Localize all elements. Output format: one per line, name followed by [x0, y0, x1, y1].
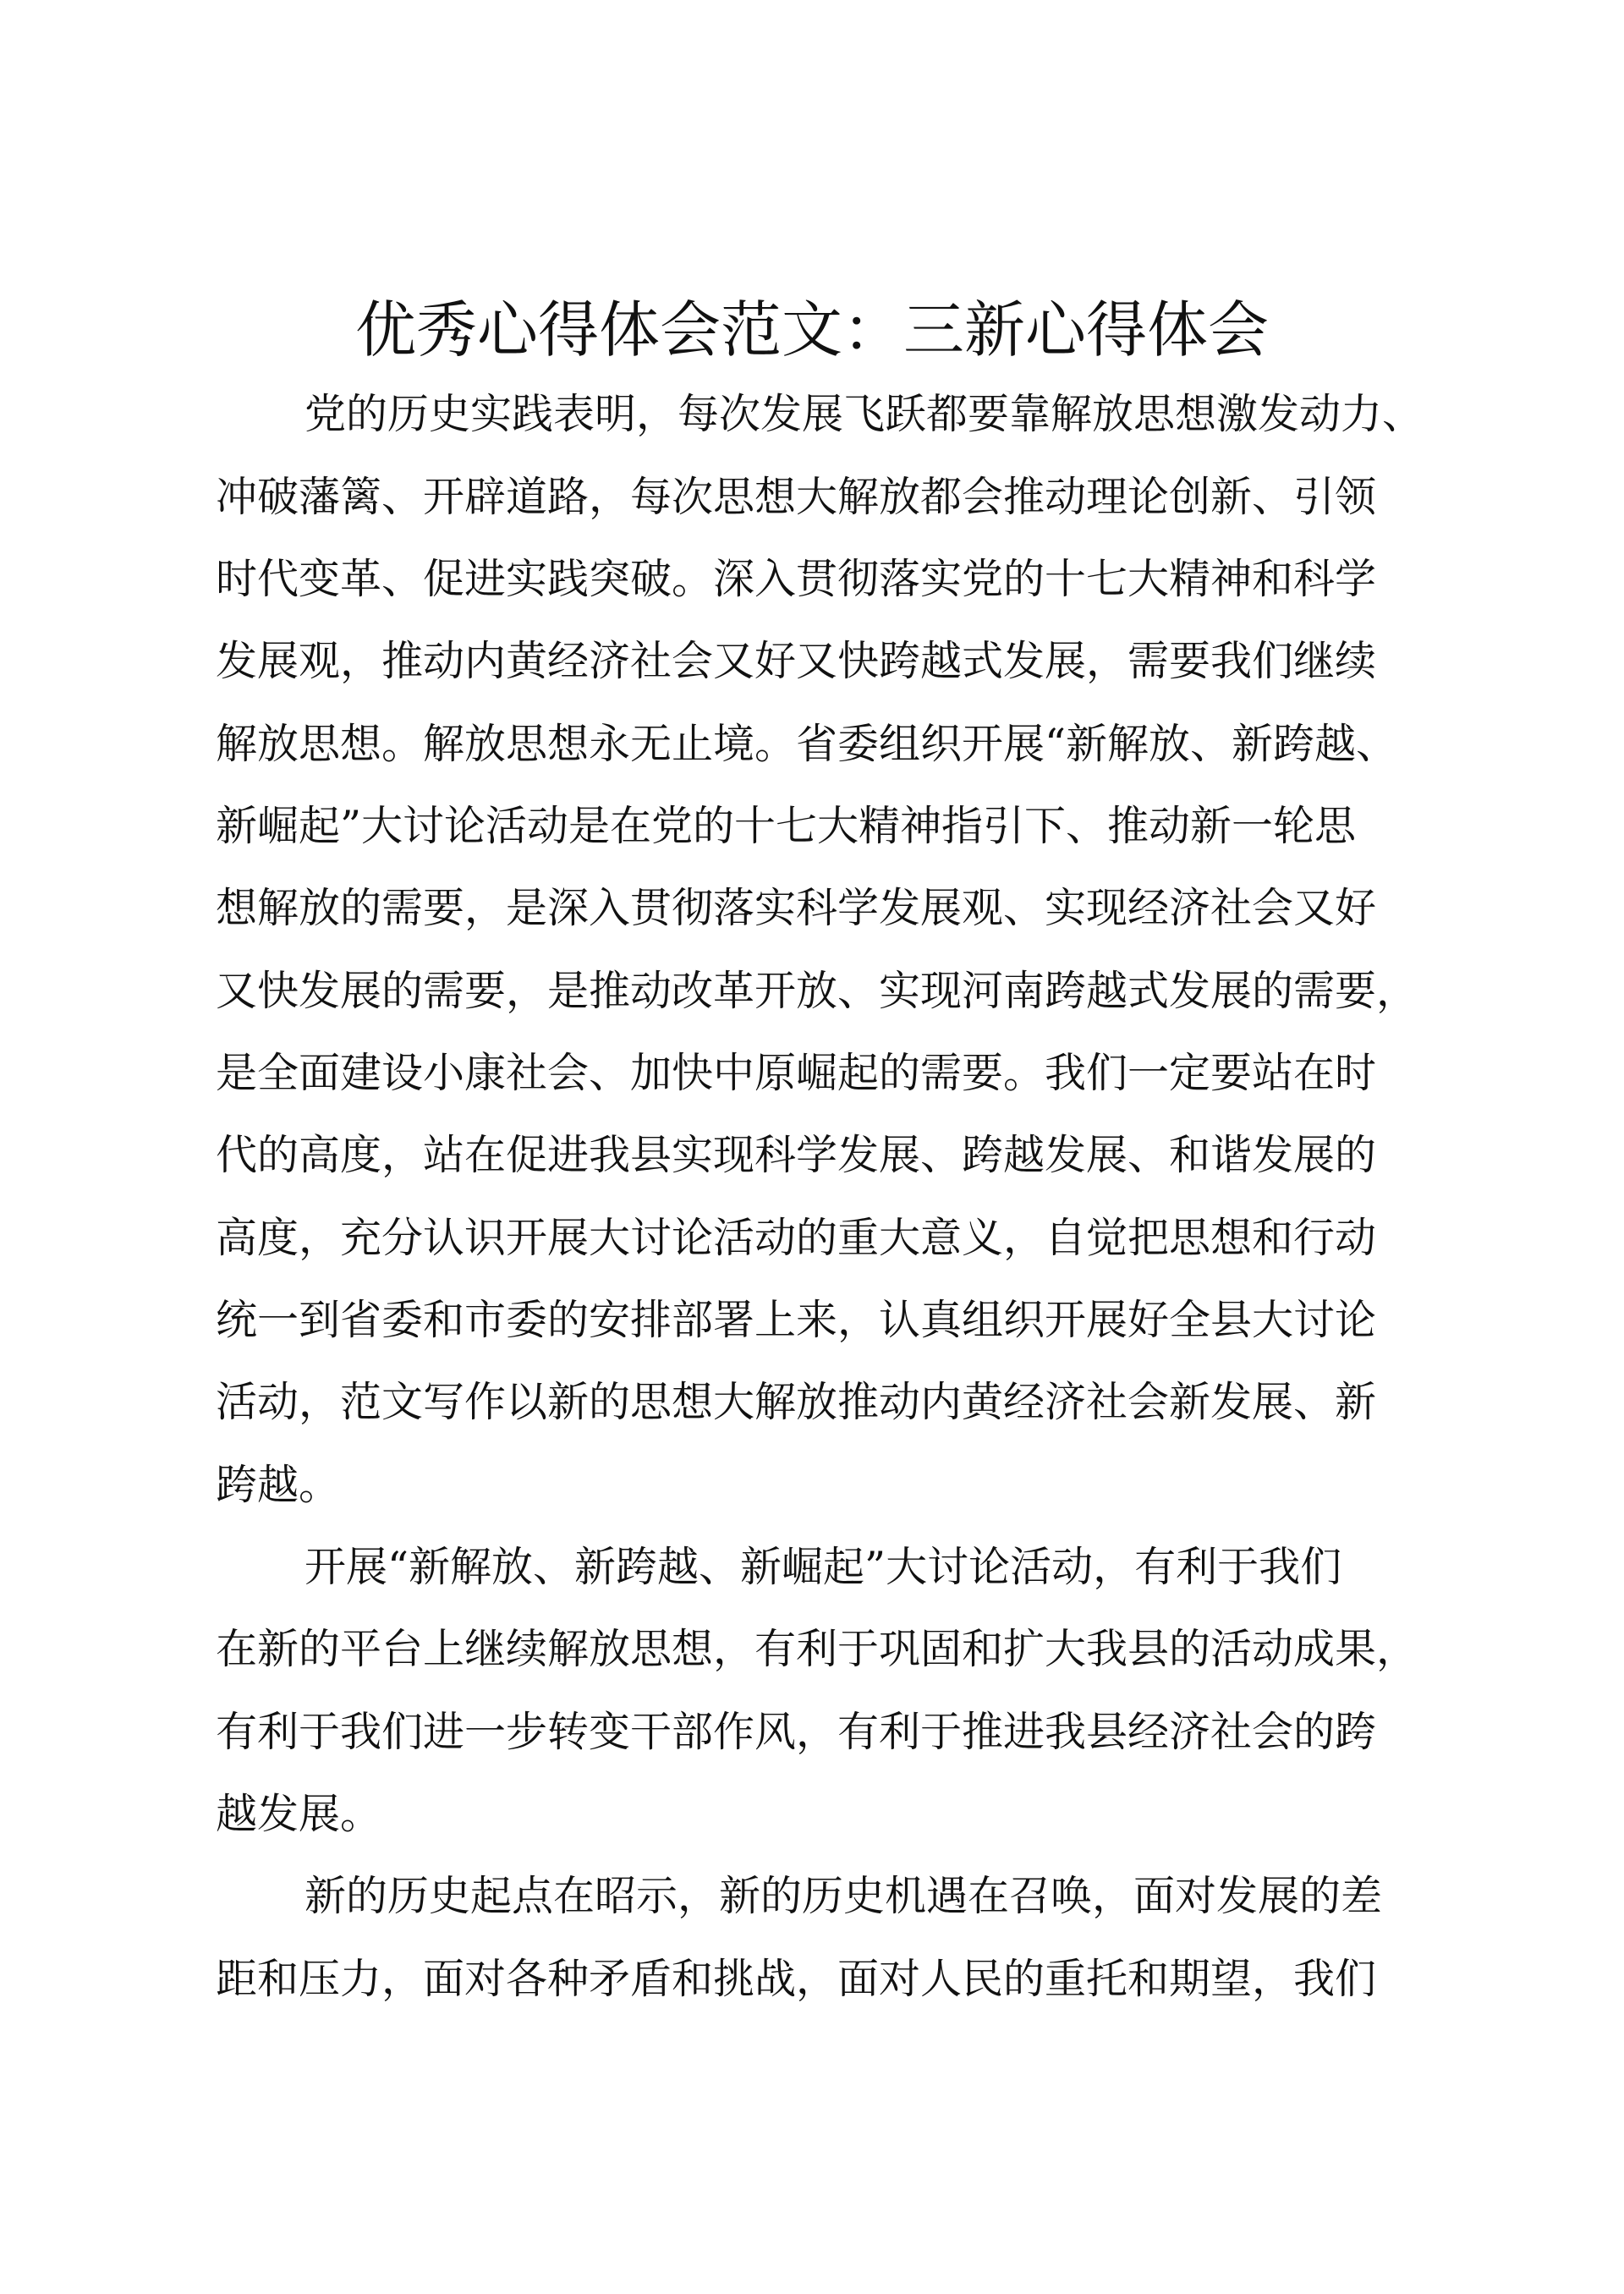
paragraph-line: 活动，范文写作以新的思想大解放推动内黄经济社会新发展、新 [216, 1378, 1377, 1426]
paragraph-line: 时代变革、促进实践突破。深入贯彻落实党的十七大精神和科学 [216, 555, 1377, 603]
paragraph-line: 统一到省委和市委的安排部署上来，认真组织开展好全县大讨论 [216, 1296, 1377, 1344]
paragraph-line: 越发展。 [216, 1790, 382, 1838]
paragraph-line: 发展观，推动内黄经济社会又好又快跨越式发展，需要我们继续 [216, 637, 1377, 685]
paragraph-line: 新崛起”大讨论活动是在党的十七大精神指引下、推动新一轮思 [216, 802, 1357, 850]
paragraph-line: 又快发展的需要，是推动改革开放、实现河南跨越式发展的需要， [216, 967, 1418, 1015]
paragraph-line: 是全面建设小康社会、加快中原崛起的需要。我们一定要站在时 [216, 1049, 1377, 1097]
paragraph-line: 高度，充分认识开展大讨论活动的重大意义，自觉把思想和行动 [216, 1214, 1377, 1262]
paragraph-line: 在新的平台上继续解放思想，有利于巩固和扩大我县的活动成果， [216, 1625, 1418, 1673]
paragraph-line: 有利于我们进一步转变干部作风，有利于推进我县经济社会的跨 [216, 1708, 1377, 1756]
paragraph-line: 开展“新解放、新跨越、新崛起”大讨论活动，有利于我们 [304, 1543, 1342, 1591]
paragraph-line: 新的历史起点在昭示，新的历史机遇在召唤，面对发展的差 [304, 1872, 1383, 1920]
paragraph-line: 距和压力，面对各种矛盾和挑战，面对人民的重托和期望，我们 [216, 1955, 1377, 2003]
paragraph-line: 代的高度，站在促进我县实现科学发展、跨越发展、和谐发展的 [216, 1131, 1377, 1179]
paragraph-line: 解放思想。解放思想永无止境。省委组织开展“新解放、新跨越、 [216, 720, 1398, 768]
paragraph-line: 党的历史实践表明，每次发展飞跃都要靠解放思想激发动力、 [304, 390, 1424, 438]
document-title: 优秀心得体会范文：三新心得体会 [354, 294, 1269, 365]
paragraph-line: 想解放的需要，是深入贯彻落实科学发展观、实现经济社会又好 [216, 884, 1377, 932]
paragraph-line: 跨越。 [216, 1461, 341, 1509]
paragraph-line: 冲破藩篱、开辟道路，每次思想大解放都会推动理论创新、引领 [216, 473, 1377, 521]
